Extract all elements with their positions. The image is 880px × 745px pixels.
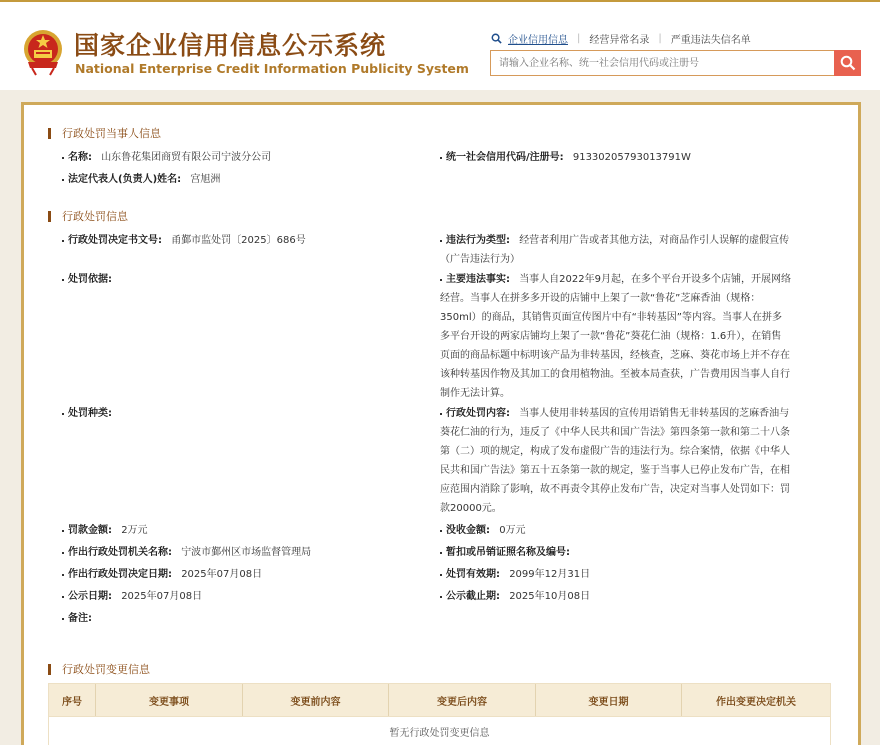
section-title-party xyxy=(48,125,161,141)
field-label: 统一社会信用代码/注册号: xyxy=(446,152,564,163)
field-label: 暂扣或吊销证照名称及编号: xyxy=(446,547,570,558)
field-content-line: 民共和国广告法》第五十五条第一款的规定，鉴于当事人已停止发布广告，在相 xyxy=(440,465,790,476)
search-icon xyxy=(491,33,502,44)
field-label: 备注: xyxy=(68,613,92,624)
section-marker xyxy=(48,211,51,222)
section-title-text: 行政处罚当事人信息 xyxy=(62,127,161,140)
top-nav xyxy=(491,31,751,45)
field-facts-line: 多平台开设的两家店铺均上架了一款“鲁花”葵花仁油（规格：1.6升），在销售 xyxy=(440,331,782,342)
table-empty-row: 暂无行政处罚变更信息 xyxy=(48,717,831,745)
field-content-line: 款20000元。 xyxy=(440,503,502,514)
field-label: 罚款金额: xyxy=(68,525,112,536)
field-label: 名称: xyxy=(68,152,92,163)
field-label: 公示截止期: xyxy=(446,591,500,602)
nav-separator: | xyxy=(577,32,581,44)
field-content-line: 应范围内消除了影响，故不再责令其停止发布广告，决定对当事人处罚如下：罚 xyxy=(440,484,790,495)
national-emblem-icon xyxy=(22,28,64,76)
nav-separator: | xyxy=(658,32,662,44)
changes-table xyxy=(48,683,831,745)
column-header: 变更前内容 xyxy=(243,684,389,716)
field-value: 当事人自2022年9月起，在多个平台开设多个店铺，开展网络 xyxy=(519,274,791,285)
field-value: 2025年07月08日 xyxy=(181,569,263,580)
field-decision-date xyxy=(68,565,262,584)
bullet xyxy=(440,552,442,554)
field-valid-period xyxy=(446,565,590,584)
nav-link-blacklist[interactable]: 严重违法失信名单 xyxy=(670,34,751,46)
field-value: 91330205793013791W xyxy=(572,152,691,163)
field-publish-end xyxy=(446,587,590,606)
field-value: 0万元 xyxy=(499,525,526,536)
bullet xyxy=(62,157,64,159)
field-facts-line: 页面的商品标题中标明该产品为非转基因，经核查，芝麻、葵花市场上并不存在 xyxy=(440,350,790,361)
field-doc-number xyxy=(68,231,306,250)
penalty-detail-card xyxy=(21,102,861,745)
field-value: 宁波市鄞州区市场监督管理局 xyxy=(181,547,312,558)
field-license xyxy=(446,543,570,562)
bullet xyxy=(62,574,64,576)
field-label: 行政处罚内容: xyxy=(446,408,510,419)
field-violation-type-line2: （广告违法行为） xyxy=(440,254,520,265)
field-label: 处罚依据: xyxy=(68,274,112,285)
bullet xyxy=(62,279,64,281)
field-value: 经营者利用广告或者其他方法，对商品作引人误解的虚假宣传 xyxy=(519,235,790,246)
field-fine xyxy=(68,521,148,540)
field-label: 处罚种类: xyxy=(68,408,112,419)
bullet xyxy=(62,552,64,554)
column-header: 作出变更决定机关 xyxy=(716,696,796,708)
field-label: 行政处罚决定书文号: xyxy=(68,235,162,246)
column-header: 变更日期 xyxy=(536,684,682,716)
field-value: 山东鲁花集团商贸有限公司宁波分公司 xyxy=(101,152,272,163)
section-title-penalty xyxy=(48,208,128,224)
site-header xyxy=(0,2,880,90)
field-label: 作出行政处罚决定日期: xyxy=(68,569,172,580)
search-box xyxy=(490,50,834,76)
search-button[interactable] xyxy=(834,50,861,76)
column-header: 变更后内容 xyxy=(389,684,536,716)
field-label: 公示日期: xyxy=(68,591,112,602)
table-header xyxy=(48,683,831,717)
field-legal-rep xyxy=(68,170,220,189)
field-content-line: 葵花仁油的行为，违反了《中华人民共和国广告法》第四条第一款和第二十八条 xyxy=(440,427,790,438)
field-value: 宫旭洲 xyxy=(190,174,221,185)
field-credit-code xyxy=(446,148,691,167)
bullet xyxy=(62,530,64,532)
field-value: 当事人使用非转基因的宣传用语销售无非转基因的芝麻香油与 xyxy=(519,408,790,419)
bullet xyxy=(62,413,64,415)
bullet xyxy=(440,157,442,159)
field-facts-line: 350ml）的商品，其销售页面宣传图片中有“非转基因”等内容。当事人在拼多 xyxy=(440,312,782,323)
bullet xyxy=(440,574,442,576)
field-authority xyxy=(68,543,311,562)
section-title-text: 行政处罚变更信息 xyxy=(62,663,150,676)
field-label: 法定代表人(负责人)姓名: xyxy=(68,174,182,185)
bullet xyxy=(440,413,442,415)
field-label: 主要违法事实: xyxy=(446,274,510,285)
field-label: 作出行政处罚机关名称: xyxy=(68,547,172,558)
field-basis xyxy=(68,270,112,289)
section-title-text: 行政处罚信息 xyxy=(62,210,128,223)
column-header: 变更事项 xyxy=(96,684,243,716)
bullet xyxy=(440,240,442,242)
bullet xyxy=(440,530,442,532)
site-title-en: National Enterprise Credit Information Publicity System xyxy=(75,61,469,76)
field-value: 2025年10月08日 xyxy=(509,591,591,602)
bullet xyxy=(440,279,442,281)
nav-link-abnormal-list[interactable]: 经营异常名录 xyxy=(589,34,650,46)
field-facts-line: 该种转基因作物及其加工的食用植物油。至被本局查获，广告费用因当事人自行 xyxy=(440,369,790,380)
field-facts xyxy=(446,270,791,289)
bullet xyxy=(62,179,64,181)
nav-link-credit-info[interactable]: 企业信用信息 xyxy=(508,34,568,46)
field-remark xyxy=(68,609,92,628)
field-violation-type xyxy=(446,231,789,250)
field-value: 甬鄞市监处罚〔2025〕686号 xyxy=(171,235,306,246)
field-value: 2025年07月08日 xyxy=(121,591,203,602)
field-label: 没收金额: xyxy=(446,525,490,536)
field-facts-line: 制作无法计算。 xyxy=(440,388,510,399)
field-value: 2099年12月31日 xyxy=(509,569,591,580)
field-name xyxy=(68,148,271,167)
field-value: 2万元 xyxy=(121,525,148,536)
field-penalty-content xyxy=(446,404,789,423)
search-input[interactable] xyxy=(491,51,834,75)
search-icon xyxy=(840,55,856,71)
field-label: 处罚有效期: xyxy=(446,569,500,580)
column-header: 序号 xyxy=(49,684,96,716)
section-marker xyxy=(48,664,51,675)
field-facts-line: 经营。当事人在拼多多开设的店铺中上架了一款“鲁花”芝麻香油（规格： xyxy=(440,293,761,304)
bullet xyxy=(62,618,64,620)
bullet xyxy=(440,596,442,598)
section-title-changes xyxy=(48,661,150,677)
bullet xyxy=(62,596,64,598)
field-content-line: 第（二）项的规定，构成了发布虚假广告的违法行为。综合案情，依据《中华人 xyxy=(440,446,790,457)
site-title-cn: 国家企业信用信息公示系统 xyxy=(74,31,387,60)
bullet xyxy=(62,240,64,242)
field-confiscate xyxy=(446,521,526,540)
section-marker xyxy=(48,128,51,139)
field-label: 违法行为类型: xyxy=(446,235,510,246)
field-publish-date xyxy=(68,587,202,606)
field-penalty-kind xyxy=(68,404,112,423)
